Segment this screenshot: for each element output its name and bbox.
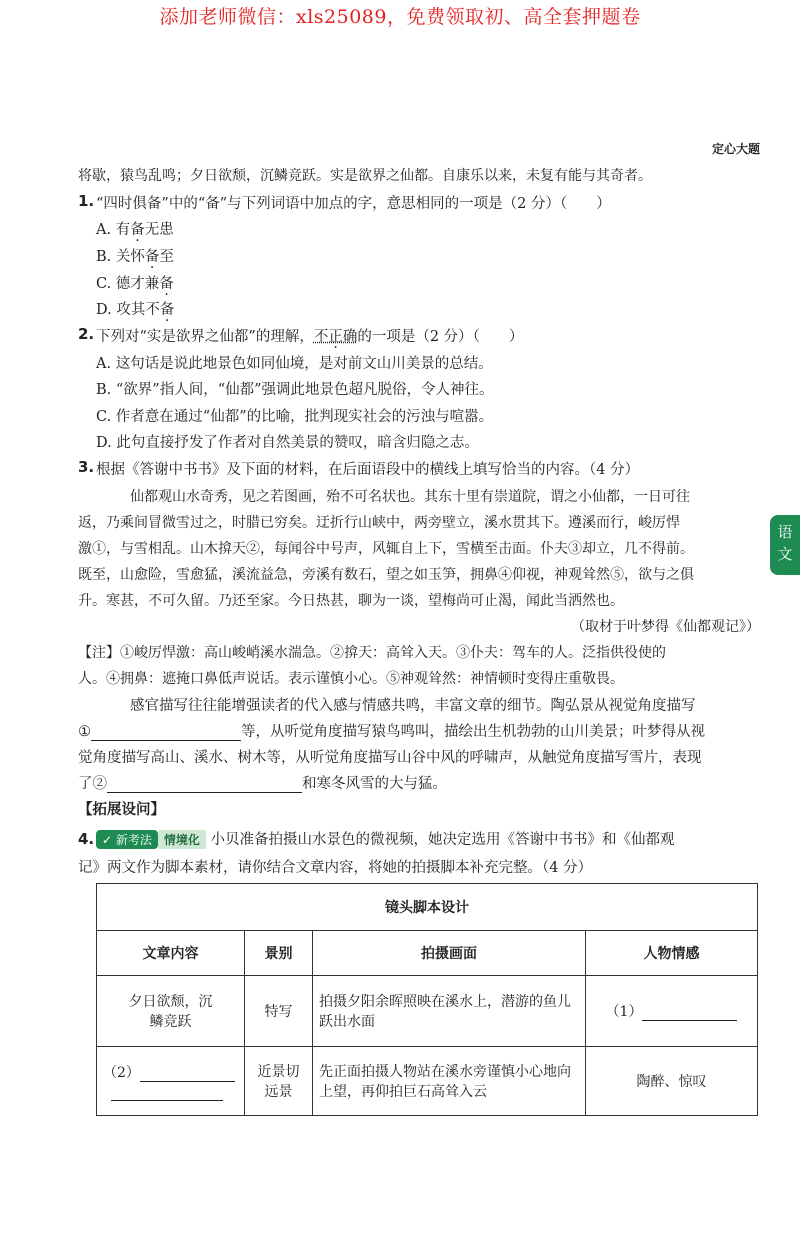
option-text: C. 德才兼 xyxy=(96,276,160,292)
q3-note-line: 人。④拥鼻：遮掩口鼻低声说话。表示谨慎小心。⑤神观耸然：神情顿时变得庄重敬畏。 xyxy=(78,671,624,687)
q3-para-line: 感官描写往往能增强读者的代入感与情感共鸣，丰富文章的细节。陶弘景从视觉角度描写 xyxy=(130,698,696,714)
stem-text: 的一项是（2 分）（ ） xyxy=(357,329,524,345)
q3-passage-line: 返，乃乘间冒微雪过之，时腊已穷矣。迂折行山峡中，两旁壁立，溪水贯其下。遵溪而行，峻厉悍 xyxy=(78,515,680,531)
q2-option-d[interactable]: D. 此句直接抒发了作者对自然美景的赞叹，暗含归隐之志。 xyxy=(96,435,479,451)
q3-passage-line: 激①，与雪相乱。山木揜天②，每闻谷中号声，风辄自上下，雪横至击面。仆夫③却立，几不得前。 xyxy=(78,541,694,557)
option-text: A. 有 xyxy=(96,222,131,238)
blank-marker: （2） xyxy=(103,1064,140,1081)
answer-blank-1[interactable] xyxy=(91,724,241,741)
answer-blank-table-1[interactable] xyxy=(642,1004,737,1021)
row2-emotion: 陶醉、惊叹 xyxy=(586,1047,758,1116)
q1-stem: “四时俱备”中的“备”与下列词语中加点的字，意思相同的一项是（2 分）（ ） xyxy=(96,196,611,212)
side-tab-label: 语文 xyxy=(777,523,793,563)
para-text: 等，从听觉角度描写猿鸟鸣叫，描绘出生机勃勃的山川美景；叶梦得从视 xyxy=(241,724,705,740)
q3-para-line4 xyxy=(78,772,447,793)
q3-para-line: 觉角度描写高山、溪水、树木等，从听觉角度描写山谷中风的呼啸声，从触觉角度描写雪片，表现 xyxy=(78,750,702,766)
q1-option-c[interactable] xyxy=(96,272,174,293)
q2-option-a[interactable]: A. 这句话是说此地景色如同仙境，是对前文山川美景的总结。 xyxy=(96,356,493,372)
q2-option-c[interactable]: C. 作者意在通过“仙都”的比喻，批判现实社会的污浊与喧嚣。 xyxy=(96,409,494,425)
q1-number: 1. xyxy=(78,192,95,210)
answer-blank-2[interactable] xyxy=(107,776,302,793)
q4-stem-line1 xyxy=(96,828,675,849)
blank-marker: （1） xyxy=(605,1004,643,1020)
answer-blank-table-2a[interactable] xyxy=(140,1065,235,1082)
q3-para-line2 xyxy=(78,720,705,741)
q2-stem xyxy=(96,325,523,346)
q3-number: 3. xyxy=(78,458,95,476)
dotted-char: 备 xyxy=(159,276,174,292)
dotted-text: 不正确 xyxy=(313,329,358,345)
stem-text: 下列对“实是欲界之仙都”的理解， xyxy=(96,329,314,345)
q1-option-d[interactable] xyxy=(96,298,174,319)
expand-section-title: 【拓展设问】 xyxy=(78,802,165,818)
q3-passage-line: 升。寒甚，不可久留。乃还至家。今日热甚，聊为一谈，望梅尚可止渴，闻此当洒然也。 xyxy=(78,593,624,609)
q2-option-b[interactable]: B. “欲界”指人间，“仙都”强调此地景色超凡脱俗，令人神往。 xyxy=(96,382,494,398)
blank-marker: 了② xyxy=(78,776,107,792)
q3-passage-line: 既至，山愈险，雪愈猛，溪流益急，旁溪有数石，望之如玉笋，拥鼻④仰视，神观耸然⑤，欲与之俱 xyxy=(78,567,694,583)
header-shot: 景别 xyxy=(245,931,313,976)
header-content: 文章内容 xyxy=(97,931,245,976)
option-text: 至 xyxy=(159,249,174,265)
section-header: 定心大题 xyxy=(711,142,760,156)
table-title: 镜头脚本设计 xyxy=(97,884,758,931)
q3-stem: 根据《答谢中书书》及下面的材料，在后面语段中的横线上填写恰当的内容。（4 分） xyxy=(96,462,640,478)
dotted-char: 备 xyxy=(159,302,175,318)
context-tag: 情境化 xyxy=(158,830,206,849)
q3-note-line: 【注】①峻厉悍激：高山峻峭溪水湍急。②揜天：高耸入天。③仆夫：驾车的人。泛指供役使的 xyxy=(78,645,666,661)
para-text: 和寒冬风雪的大与猛。 xyxy=(302,776,447,792)
row2-content xyxy=(97,1047,245,1116)
promo-banner: 添加老师微信：xls25089，免费领取初、高全套押题卷 xyxy=(159,6,641,28)
q4-stem-line2: 记》两文作为脚本素材，请你结合文章内容，将她的拍摄脚本补充完整。（4 分） xyxy=(78,860,593,876)
q2-number: 2. xyxy=(78,325,95,343)
q1-option-a[interactable] xyxy=(96,218,174,239)
q3-passage-line: 仙都观山水奇秀，见之若图画，殆不可名状也。其东十里有崇道院，谓之小仙都，一日可往 xyxy=(130,489,690,505)
option-text: 无患 xyxy=(144,222,174,238)
stem-text: 小贝准备拍摄山水景色的微视频，她决定选用《答谢中书书》和《仙都观 xyxy=(210,832,675,848)
row1-emotion xyxy=(586,976,758,1047)
row1-shot: 特写 xyxy=(245,976,313,1047)
blank-marker: ① xyxy=(78,724,91,740)
row2-shot: 近景切远景 xyxy=(245,1047,313,1116)
new-format-tag: ✓ 新考法 xyxy=(96,830,158,849)
shot-script-table xyxy=(96,883,758,1116)
subject-side-tab xyxy=(770,515,800,575)
row1-scene: 拍摄夕阳余晖照映在溪水上，潜游的鱼儿跃出水面 xyxy=(313,976,586,1047)
q1-option-b[interactable] xyxy=(96,245,174,266)
q4-number: 4. xyxy=(78,830,95,848)
dotted-char: 备 xyxy=(144,249,160,265)
answer-blank-table-2b[interactable] xyxy=(111,1082,223,1101)
dotted-char: 备 xyxy=(130,222,145,238)
header-scene: 拍摄画面 xyxy=(313,931,586,976)
row1-content: 夕日欲颓，沉鳞竞跃 xyxy=(97,976,245,1047)
option-text: D. 攻其不 xyxy=(96,302,160,318)
header-emotion: 人物情感 xyxy=(586,931,758,976)
q3-source: （取材于叶梦得《仙都观记》） xyxy=(571,619,760,635)
passage-intro-line: 将歇，猿鸟乱鸣；夕日欲颓，沉鳞竞跃。实是欲界之仙都。自康乐以来，未复有能与其奇者。 xyxy=(78,168,652,184)
option-text: B. 关怀 xyxy=(96,249,145,265)
row2-scene: 先正面拍摄人物站在溪水旁谨慎小心地向上望，再仰拍巨石高耸入云 xyxy=(313,1047,586,1116)
tag-label: 新考法 xyxy=(115,833,152,847)
